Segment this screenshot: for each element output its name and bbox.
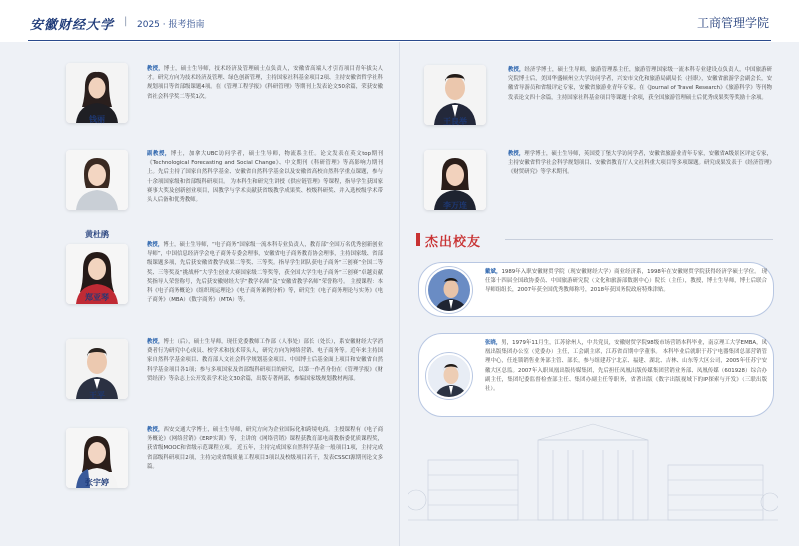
profile-description — [147, 65, 383, 102]
header-divider — [28, 40, 771, 41]
profile-title: 副教授， — [147, 151, 171, 157]
profile-description — [508, 150, 772, 178]
profile-text: 西安交通大学博士，硕士生导师，研究方向为企业国际化和跨境电商。主授课程有《电子商务概论》《网络营销》《ERP实训》等，主讲的《网络营销》课程获教育部电商教指委优质课程奖，获省级MOOC和省级示范课程立项。 近五年，主持完成国家自然科学基金一般项目1项，主持完成省部级科研项目2项，主持完成省级质量工程项目3项以及校级项目若干，发表CSSCI源期刊论文多篇。 — [147, 427, 383, 470]
profile-text: 理学博士，硕士生导师，英国爱丁堡大学访问学者，安徽省旅游业青年专家，安徽省A级景区评定专家，主持安徽省哲学社会科学规划项目、安徽省教育厅人文社科重大项目等多项课题。研究成果发表于《经济管理》《财贸研究》等学术期刊。 — [508, 151, 772, 176]
alumni-photo — [426, 353, 472, 399]
profile-name: 王良举 — [443, 117, 467, 126]
campus-building-illustration — [408, 420, 778, 530]
university-logo: 安徽财经大学 — [30, 18, 115, 33]
alumni-section-title: 杰出校友 — [425, 235, 482, 250]
profile-title: 教授， — [508, 151, 525, 157]
profile-photo — [66, 150, 128, 210]
alumni-name: 戴斌， — [485, 269, 502, 275]
profile-text: 博士，硕士生导师，“电子商务”国家级一流本科专业负责人，教育部“全国万名优秀创新创业导师”，中国信息经济学会电子商务专委会理事，安徽省电子商务教育协会理事，主持国家级、省部级课题多项，先后获安徽省教学成果二等奖、三等奖。指导学生团队获电子商务“三创赛”全国二等奖、三等奖及“挑战杯”大学生创业大赛国家级二等奖等，获全国大学生电子商务“三创赛”卓越贡献奖指导人荣誉称号，先后获安徽财经大学“教学名师”及“安徽省教学名师”荣誉称号。 主授课程：本科《电子商务概论》《组织现运理论》《电子商务案例分析》等，研究生《电子商务理论与实务》《电子商务》（MBA）《数字商务》（MTA）等。 — [147, 242, 383, 304]
profile-title: 教授， — [147, 427, 164, 433]
profile-name: 钱丽 — [89, 115, 105, 124]
profile-text: 博士，加拿大UBC访问学者，硕士生导师，物流系主任。论文发表在英文top期刊《Technological Forecasting and Social Change》、中文期刊《科研管理》等高影响力期刊上。先后主持了国家自然科学基金、安徽省自然科学基金以及安徽省高校自然科学重点课题，参与十余项国家级和省部级科研项目。 为本科生和研究生讲授《供应链管理》等课程，指导学生获国家赛事大奖及创新创业项目，因教学与学术贡献获省级教学成果奖、校级科研奖、并入选校级学术带头人后备和优秀教师。 — [147, 151, 383, 204]
profile-name: 郑亚琴 — [85, 293, 109, 302]
profile-description — [147, 241, 383, 305]
alumni-description — [485, 268, 767, 296]
profile-description — [508, 66, 772, 103]
profile-name: 李万连 — [443, 201, 467, 210]
profile-text: 经济学博士，硕士生导师，旅游管理系主任，旅游管理国家级一流本科专业建设点负责人，中国旅游研究院博士后，美国华盛顿州立大学访问学者，兴安市文化和旅游局副局长（挂职），安徽省旅游学会副会长，安徽省导游员和省级评定专家，安徽省旅游业青年专家。在《Journal of Travel Research》《旅游科学》等刊物发表论文四十余篇，主持国家社科基金项目等课题十余项，获全国旅游管理硕士后优秀成果奖等奖励十余项。 — [508, 67, 772, 101]
alumni-name: 张晓， — [485, 340, 502, 346]
profile-name: 王平 — [89, 391, 105, 400]
department-name: 工商管理学院 — [696, 16, 769, 30]
guide-year: 2025 · 报考指南 — [137, 20, 205, 30]
profile-description — [147, 338, 383, 384]
alumni-description — [485, 339, 767, 394]
section-divider — [505, 239, 773, 240]
page-spine — [399, 42, 400, 546]
profile-title: 教授， — [508, 67, 525, 73]
profile-name: 黄杜鹃 — [85, 230, 109, 239]
header-separator: | — [124, 16, 128, 27]
alumni-text: 1989年入职安徽财贸学院（现安徽财经大学）商业经济系，1998年在安徽财贸学院获得经济学硕士学位。 现任第十四届全国政协委员、中国旅游研究院（文化和旅游部数据中心）院长（主任），教授，博士生导师，博士后联合导师组组长，2007年获全国优秀教师称号，2018年获国务院政府特殊津贴。 — [485, 269, 767, 294]
alumni-card-dai-bin — [418, 262, 774, 317]
alumni-card-zhang-xiao — [418, 333, 774, 417]
profile-text: 博士（后），硕士生导师，现任党委教师工作部（人事处）部长（处长），系安徽财经大学消费者行为研究中心成员、校学术和技术带头人，研究方向为网络营销、电子商务等。近年来主持国家自然科学基金项目、教育部人文社会科学规划基金项目、中国博士后基金面上项目和安徽省自然科学基金项目各1项；参与多项国家及省部级科研项目的研究，以第一作者身份在《管理学报》《财贸经济》等杂志上公开发表学术论文30余篇，出版专著两部，参编国家级规划教材两部。 — [147, 339, 383, 382]
alumni-text: 男，1979年11月生，江苏徐州人，中共党员，安徽财贸学院98级市场营销本科毕业，南京理工大学EMBA，凤凰出版集团办公室（党委办）主任，工会副主席，江苏省首期中学董事。 本科毕业后就职于苏宁电器集团总部营销管理中心，任连锁销售业务部主管、部长，参与组建苏宁北京、福建、湖北、吉林、山东等大区公司，2005年任苏宁安徽大区总监。2007年入职凤凰出版传媒集团，先后担任凤凰出版传媒集团营销业务部、凤凰传媒（601928）综合办副主任，集团纪委监督检查部主任、集团办副主任等职务，省著出版《数字出版视域下的IP探索与开发》（三联出版社）。 — [485, 340, 767, 393]
profile-description — [147, 150, 383, 205]
profile-title: 教授， — [147, 339, 164, 345]
profile-title: 教授， — [147, 66, 164, 72]
profile-text: 博士，硕士生导师，技术经济及管理硕士点负责人，安徽省高端人才引育项目青年拔尖人才。研究方向为技术经济及管理、绿色创新管理，主持国家社科基金项目2项、主持安徽省哲学社科规划项目等省部级课题4项。在《管理工程学报》《科研管理》等期刊上发表论文50余篇，荣获安徽省社会科学奖二等奖1次。 — [147, 66, 383, 100]
section-accent-bar — [416, 233, 420, 246]
alumni-photo — [426, 267, 472, 313]
profile-name: 张宇婷 — [85, 478, 109, 487]
profile-description — [147, 426, 383, 472]
profile-title: 教授， — [147, 242, 164, 248]
page-header — [0, 0, 799, 42]
